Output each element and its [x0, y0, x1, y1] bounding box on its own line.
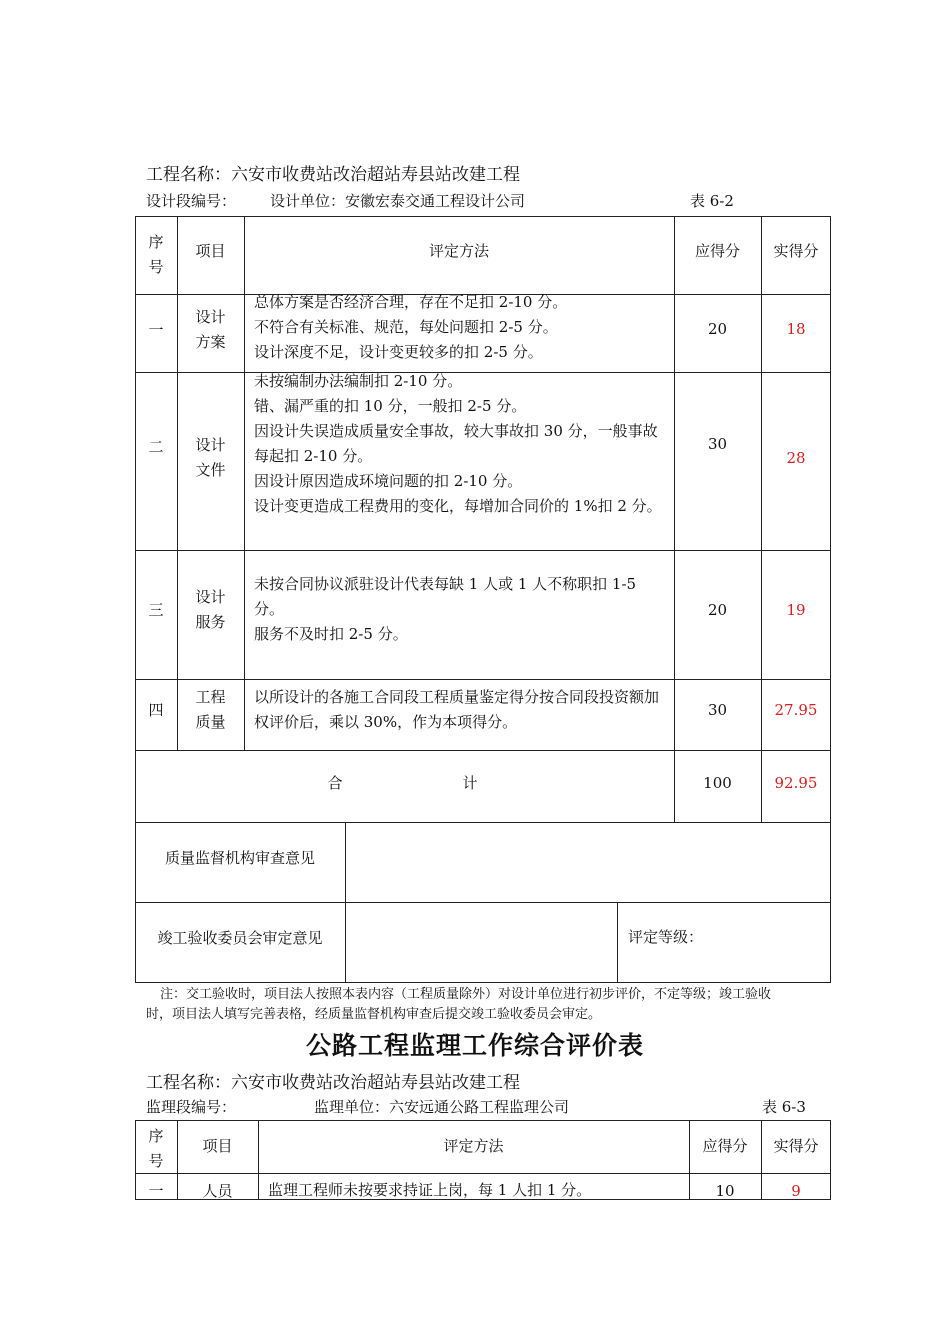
design-unit: 设计单位：安徽宏泰交通工程设计公司 — [270, 192, 526, 210]
t2-header-method: 评定方法 — [443, 1137, 504, 1155]
t2-header-seq: 序 号 — [148, 1126, 164, 1170]
row4-item: 工程 质量 — [195, 688, 226, 731]
method-line: 不符合有关标准、规范，每处问题扣 2-5 分。 — [254, 318, 558, 336]
acceptance-opinion-label: 竣工验收委员会审定意见 — [157, 928, 323, 947]
t2-header-full-score: 应得分 — [702, 1137, 748, 1155]
row2-full-score: 30 — [707, 435, 728, 453]
method-line: 设计深度不足，设计变更较多的扣 2-5 分。 — [254, 343, 543, 361]
method-line: 未按编制办法编制扣 2-10 分。 — [254, 372, 463, 390]
row4-actual-score: 27.95 — [774, 700, 818, 719]
header-full-score: 应得分 — [694, 241, 740, 260]
header-item: 项目 — [195, 241, 226, 260]
row3-method — [244, 572, 674, 647]
grade-label: 评定等级： — [628, 928, 704, 946]
row1-actual-score: 18 — [786, 319, 806, 338]
row2-item: 设计 文件 — [195, 436, 226, 479]
project-name: 工程名称：六安市收费站改治超站寿县站改建工程 — [146, 165, 520, 185]
supervision-segment-label: 监理段编号： — [146, 1098, 237, 1116]
row3-full-score: 20 — [707, 600, 728, 619]
row1-full-score: 20 — [707, 319, 728, 338]
method-line: 错、漏严重的扣 10 分，一般扣 2-5 分。 — [254, 397, 527, 415]
method-line: 因设计失误造成质量安全事故，较大事故扣 30 分，一般事故每起扣 2-10 分。 — [254, 422, 658, 465]
row1-item: 设计 方案 — [195, 308, 226, 351]
row3-actual-score: 19 — [786, 600, 806, 619]
t2-row1-seq: 一 — [148, 1181, 164, 1200]
header-seq: 序 号 — [148, 233, 164, 276]
row1-seq: 一 — [148, 320, 164, 339]
section2-table-number: 表 6-3 — [762, 1098, 806, 1116]
t2-row1-method: 监理工程师未按要求持证上岗，每 1 人扣 1 分。 — [268, 1181, 592, 1199]
row2-seq: 二 — [148, 437, 164, 456]
header-actual-score: 实得分 — [773, 241, 819, 260]
row4-full-score: 30 — [707, 700, 728, 719]
total-full-score: 100 — [703, 773, 732, 792]
method-line: 以所设计的各施工合同段工程质量鉴定得分按合同段投资额加权评价后，乘以 30%，作为本项得分。 — [254, 688, 660, 731]
acceptance-opinion-field[interactable] — [346, 902, 617, 982]
t2-row1-full-score: 10 — [715, 1181, 735, 1200]
t2-row1-item: 人员 — [202, 1181, 233, 1200]
t2-row1-actual-score: 9 — [791, 1181, 801, 1200]
design-segment-label: 设计段编号： — [146, 192, 237, 210]
row1-method — [244, 290, 674, 365]
supervision-opinion-field[interactable] — [346, 822, 830, 902]
row4-method — [244, 685, 674, 735]
total-label-b: 计 — [462, 773, 478, 792]
t2-header-actual-score: 实得分 — [773, 1137, 819, 1155]
note-line-1: 注：交工验收时，项目法人按照本表内容（工程质量除外）对设计单位进行初步评价，不定等级；竣工验收 — [160, 987, 772, 1002]
total-actual-score: 92.95 — [774, 773, 818, 792]
row3-seq: 三 — [148, 600, 164, 619]
supervision-unit: 监理单位：六安远通公路工程监理公司 — [314, 1098, 570, 1116]
row4-seq: 四 — [148, 700, 164, 719]
method-line: 设计变更造成工程费用的变化，每增加合同价的 1%扣 2 分。 — [254, 497, 662, 515]
method-line: 未按合同协议派驻设计代表每缺 1 人或 1 人不称职扣 1-5 分。 — [254, 575, 637, 618]
method-line: 总体方案是否经济合理，存在不足扣 2-10 分。 — [254, 293, 568, 311]
supervision-opinion-label: 质量监督机构审查意见 — [164, 848, 315, 867]
total-label-a: 合 — [327, 773, 343, 792]
table-number: 表 6-2 — [690, 192, 734, 210]
row3-item: 设计 服务 — [195, 588, 226, 631]
row2-method — [244, 369, 674, 519]
section2-project-name: 工程名称：六安市收费站改治超站寿县站改建工程 — [146, 1073, 520, 1093]
header-method: 评定方法 — [428, 241, 489, 260]
section2-title: 公路工程监理工作综合评价表 — [305, 1031, 644, 1060]
method-line: 因设计原因造成环境问题的扣 2-10 分。 — [254, 472, 523, 490]
t2-header-item: 项目 — [202, 1137, 233, 1155]
method-line: 服务不及时扣 2-5 分。 — [254, 625, 408, 643]
note-line-2: 时，项目法人填写完善表格，经质量监督机构审查后提交竣工验收委员会审定。 — [146, 1007, 602, 1022]
row2-actual-score: 28 — [786, 448, 806, 467]
